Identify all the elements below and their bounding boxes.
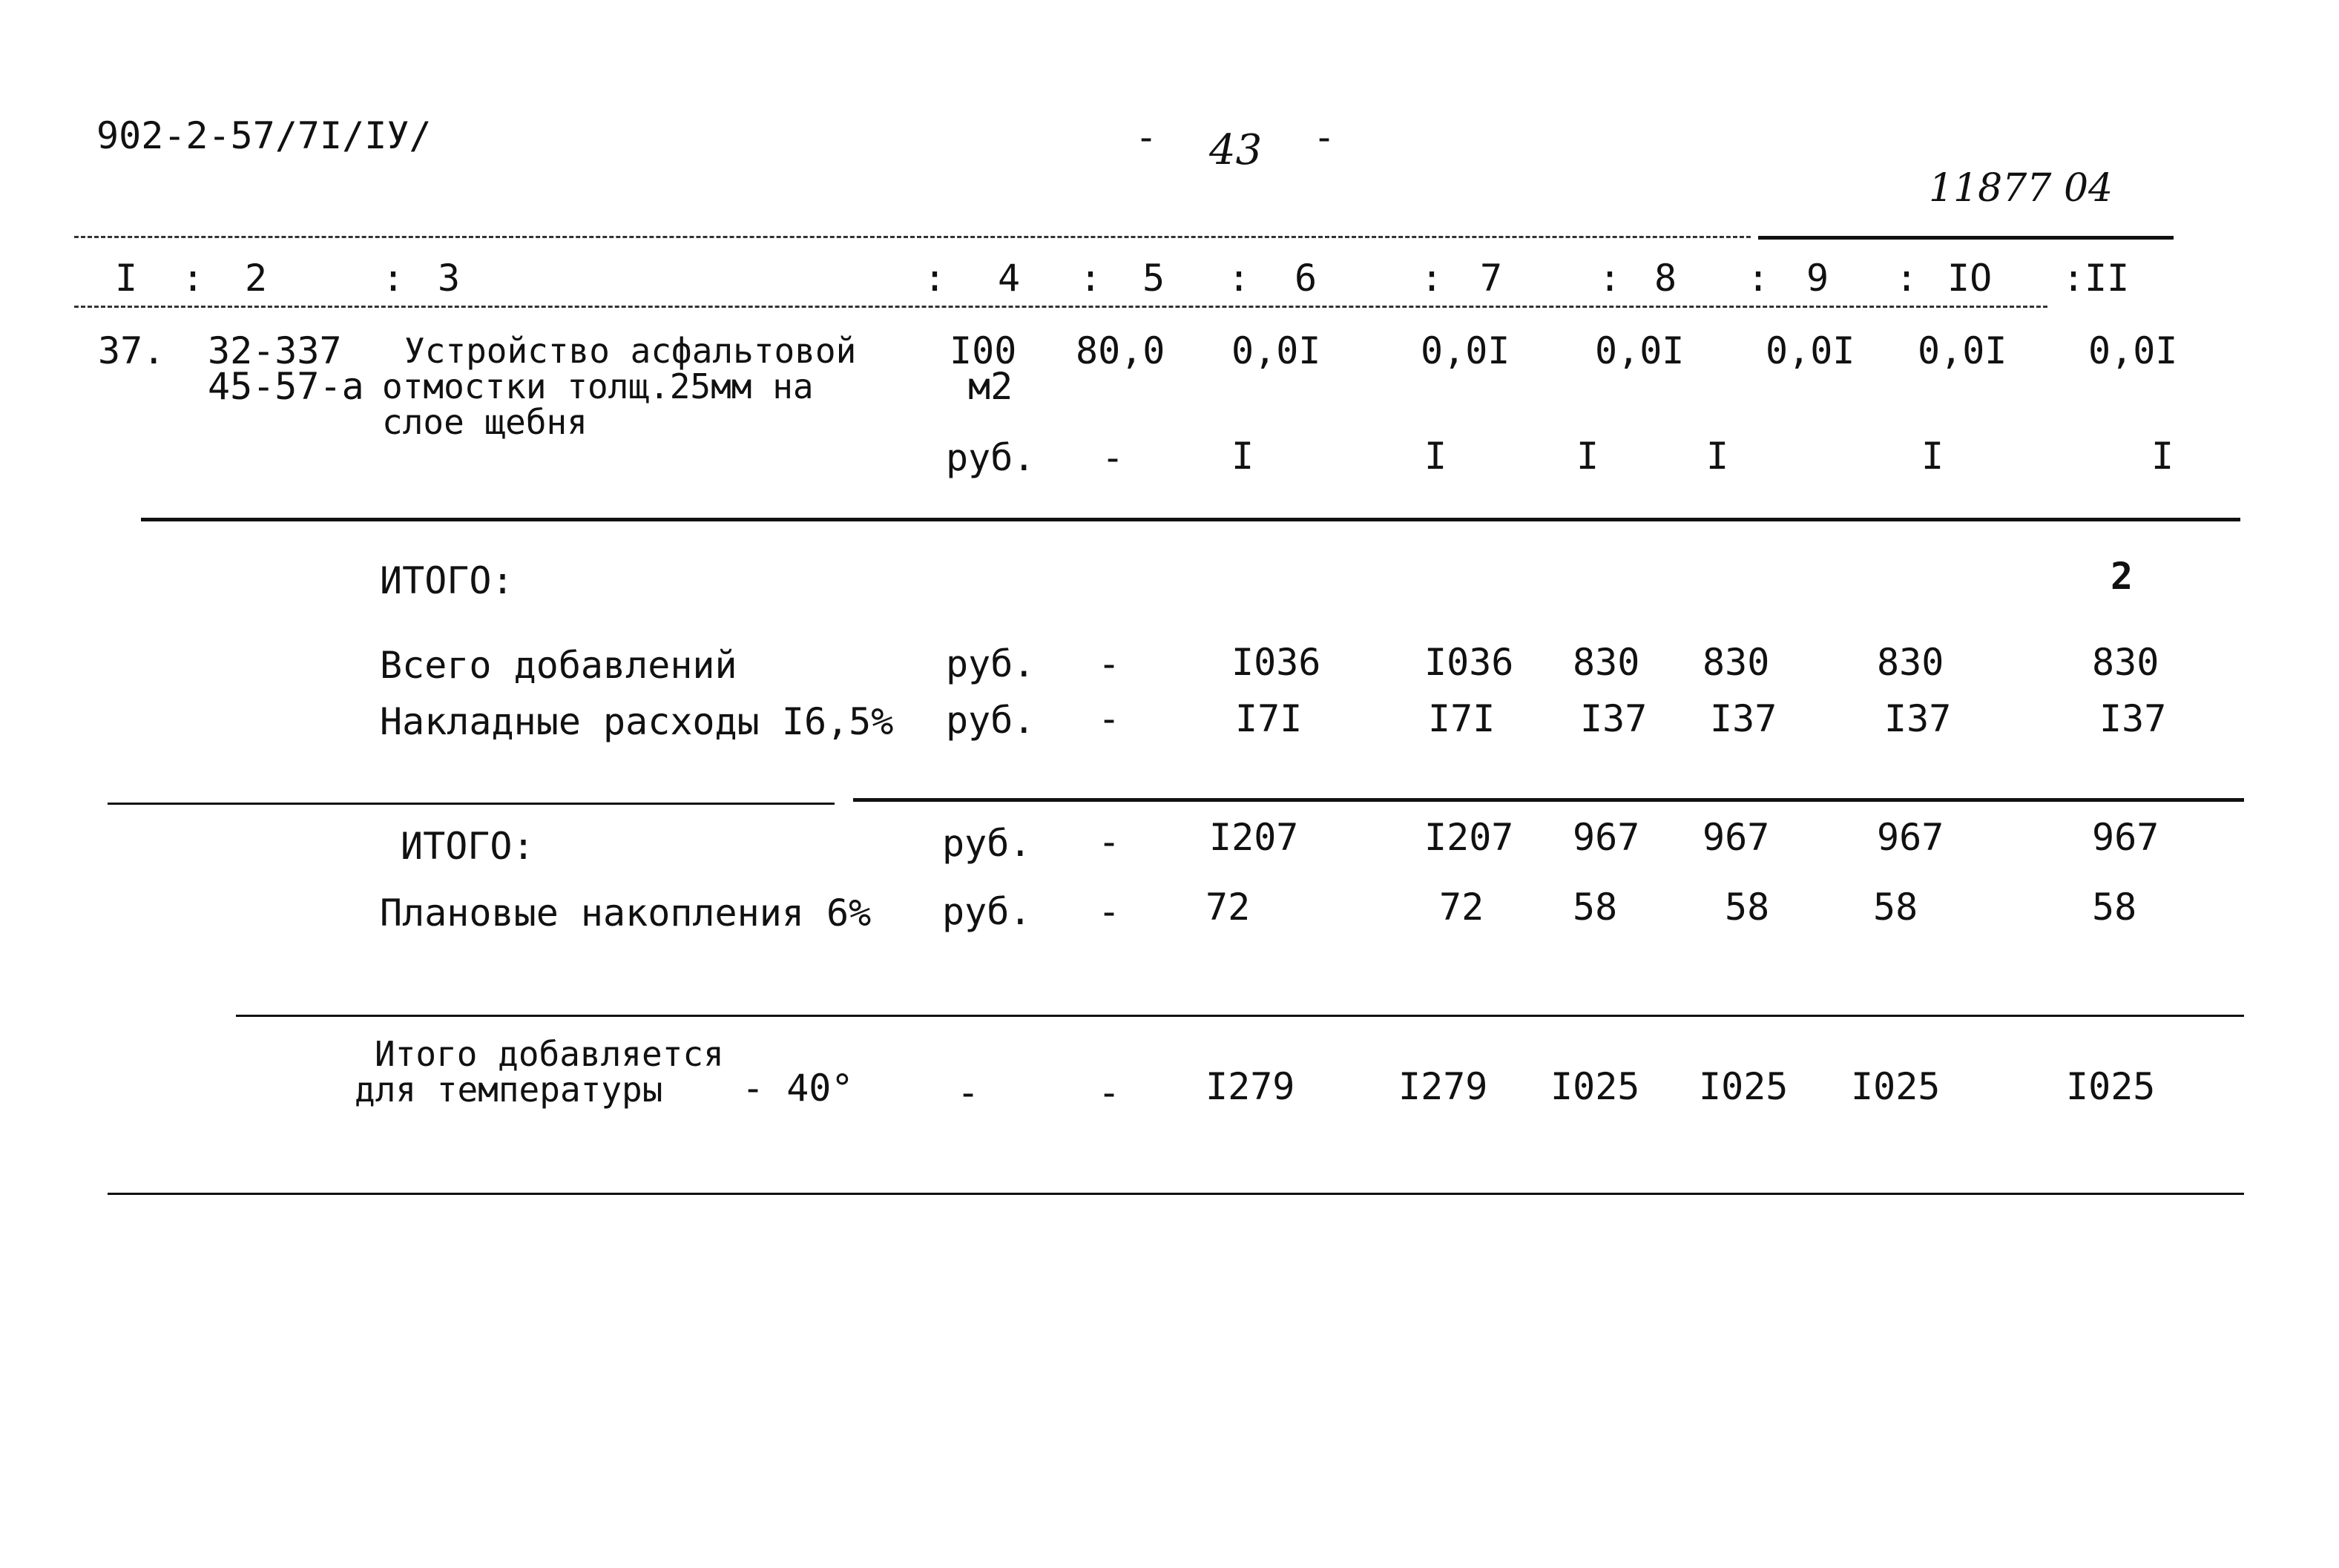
col-header-5: 5 (1142, 257, 1165, 300)
col-sep: : (924, 257, 947, 300)
col-sep: : (1228, 257, 1251, 300)
nakl-val-7: I7I (1428, 697, 1496, 740)
row-rub-6: I (1231, 435, 1254, 478)
row-desc-2: отмостки толщ.25мм на (382, 366, 814, 406)
vsego-label: Всего добавлений (380, 644, 737, 687)
nakl-label: Накладные расходы I6,5% (380, 700, 894, 743)
vsego-val-7: I036 (1424, 641, 1514, 684)
plan-label: Плановые накопления 6% (380, 892, 872, 935)
nakl-val-6: I7I (1235, 697, 1303, 740)
top-rule (1758, 236, 2174, 240)
col-header-8: 8 (1654, 257, 1677, 300)
row-val-11: 0,0I (2088, 329, 2178, 372)
row-unit-m2: м2 (968, 365, 1013, 408)
itogo-label: ИТОГО: (380, 559, 514, 602)
row-unit: I00 (950, 329, 1017, 372)
col-sep: : (1895, 257, 1918, 300)
col-sep: : (382, 257, 405, 300)
row-rub-8: I (1576, 435, 1599, 478)
page-number: 43 (1209, 126, 1263, 174)
row-rub-7: I (1424, 435, 1447, 478)
col-sep: : (1079, 257, 1102, 300)
row-val-10: 0,0I (1918, 329, 2007, 372)
plan-val-11: 58 (2092, 886, 2137, 929)
row-val-6: 0,0I (1231, 329, 1321, 372)
total-val-9: I025 (1699, 1065, 1789, 1108)
nakl-dash: - (1098, 697, 1121, 740)
col-sep: : (1747, 257, 1770, 300)
vsego-dash: - (1098, 642, 1121, 685)
vsego-val-10: 830 (1877, 641, 1944, 684)
col-header-1: I (115, 257, 138, 300)
itogo2-val-11: 967 (2092, 816, 2159, 859)
col-sep: : (1421, 257, 1444, 300)
col-header-4: 4 (998, 257, 1021, 300)
vsego-val-6: I036 (1231, 641, 1321, 684)
plan-dash: - (1098, 890, 1121, 933)
row-qty: 80,0 (1076, 329, 1165, 372)
col-header-11: II (2085, 257, 2130, 300)
archive-number: 11877 04 (1929, 166, 2113, 211)
total-dash-4: - (957, 1071, 980, 1114)
row-desc-1: Устройство асфальтовой (404, 331, 857, 371)
col-header-2: 2 (245, 257, 268, 300)
row-rub-11: I (2151, 435, 2174, 478)
col-header-6: 6 (1294, 257, 1317, 300)
section-rule-3 (236, 1015, 2244, 1017)
total-val-11: I025 (2066, 1065, 2156, 1108)
itogo2-val-9: 967 (1703, 816, 1770, 859)
itogo2-val-7: I207 (1424, 816, 1514, 859)
nakl-unit: руб. (946, 699, 1036, 742)
row-val-8: 0,0I (1595, 329, 1685, 372)
section-rule-2a (108, 803, 835, 805)
itogo2-val-10: 967 (1877, 816, 1944, 859)
plan-val-6: 72 (1205, 886, 1251, 929)
row-val-9: 0,0I (1766, 329, 1855, 372)
total-dash-5: - (1098, 1071, 1121, 1114)
col-header-10: IO (1947, 257, 1993, 300)
row-desc-3: слое щебня (382, 402, 588, 442)
total-val-8: I025 (1550, 1065, 1640, 1108)
col-header-3: 3 (438, 257, 461, 300)
section-rule-2b (853, 798, 2244, 802)
col-sep: : (1599, 257, 1622, 300)
header-underline (74, 306, 2047, 308)
document-code: 902-2-57/7I/IУ/ (96, 114, 432, 157)
bottom-rule (108, 1193, 2244, 1195)
itogo2-val-8: 967 (1573, 816, 1640, 859)
col-sep: : (182, 257, 205, 300)
nakl-val-8: I37 (1580, 697, 1648, 740)
itogo-value: 2 (2111, 555, 2134, 598)
row-unit-rub: руб. (946, 436, 1036, 479)
col-header-7: 7 (1480, 257, 1503, 300)
vsego-unit: руб. (946, 642, 1036, 685)
nakl-val-9: I37 (1710, 697, 1777, 740)
row-rub-9: I (1706, 435, 1729, 478)
row-rub-10: I (1921, 435, 1944, 478)
row-dash: - (1102, 436, 1125, 479)
plan-val-10: 58 (1873, 886, 1918, 929)
row-code-2: 45-57-а (208, 365, 364, 408)
vsego-val-11: 830 (2092, 641, 2159, 684)
nakl-val-11: I37 (2099, 697, 2167, 740)
row-number: 37. (98, 329, 165, 372)
row-val-7: 0,0I (1421, 329, 1510, 372)
top-rule-dashed (74, 236, 1751, 238)
vsego-val-8: 830 (1573, 641, 1640, 684)
plan-val-9: 58 (1725, 886, 1770, 929)
total-val-10: I025 (1851, 1065, 1941, 1108)
itogo2-unit: руб. (942, 822, 1032, 865)
itogo2-val-6: I207 (1209, 816, 1299, 859)
total-label-2: для температуры (355, 1070, 663, 1110)
total-val-6: I279 (1205, 1065, 1295, 1108)
vsego-val-9: 830 (1703, 641, 1770, 684)
section-rule-1 (141, 518, 2240, 521)
itogo2-label: ИТОГО: (401, 825, 535, 868)
plan-val-8: 58 (1573, 886, 1618, 929)
col-sep: : (2062, 257, 2085, 300)
total-label-1: Итого добавляется (375, 1034, 724, 1074)
dash-left: - (1135, 116, 1158, 159)
total-val-7: I279 (1398, 1065, 1488, 1108)
plan-unit: руб. (942, 890, 1032, 933)
total-temperature: - 40° (742, 1067, 854, 1110)
col-header-9: 9 (1806, 257, 1829, 300)
dash-right: - (1313, 116, 1336, 159)
plan-val-7: 72 (1439, 886, 1484, 929)
nakl-val-10: I37 (1884, 697, 1952, 740)
itogo2-dash: - (1098, 820, 1121, 863)
row-code-1: 32-337 (208, 329, 342, 372)
